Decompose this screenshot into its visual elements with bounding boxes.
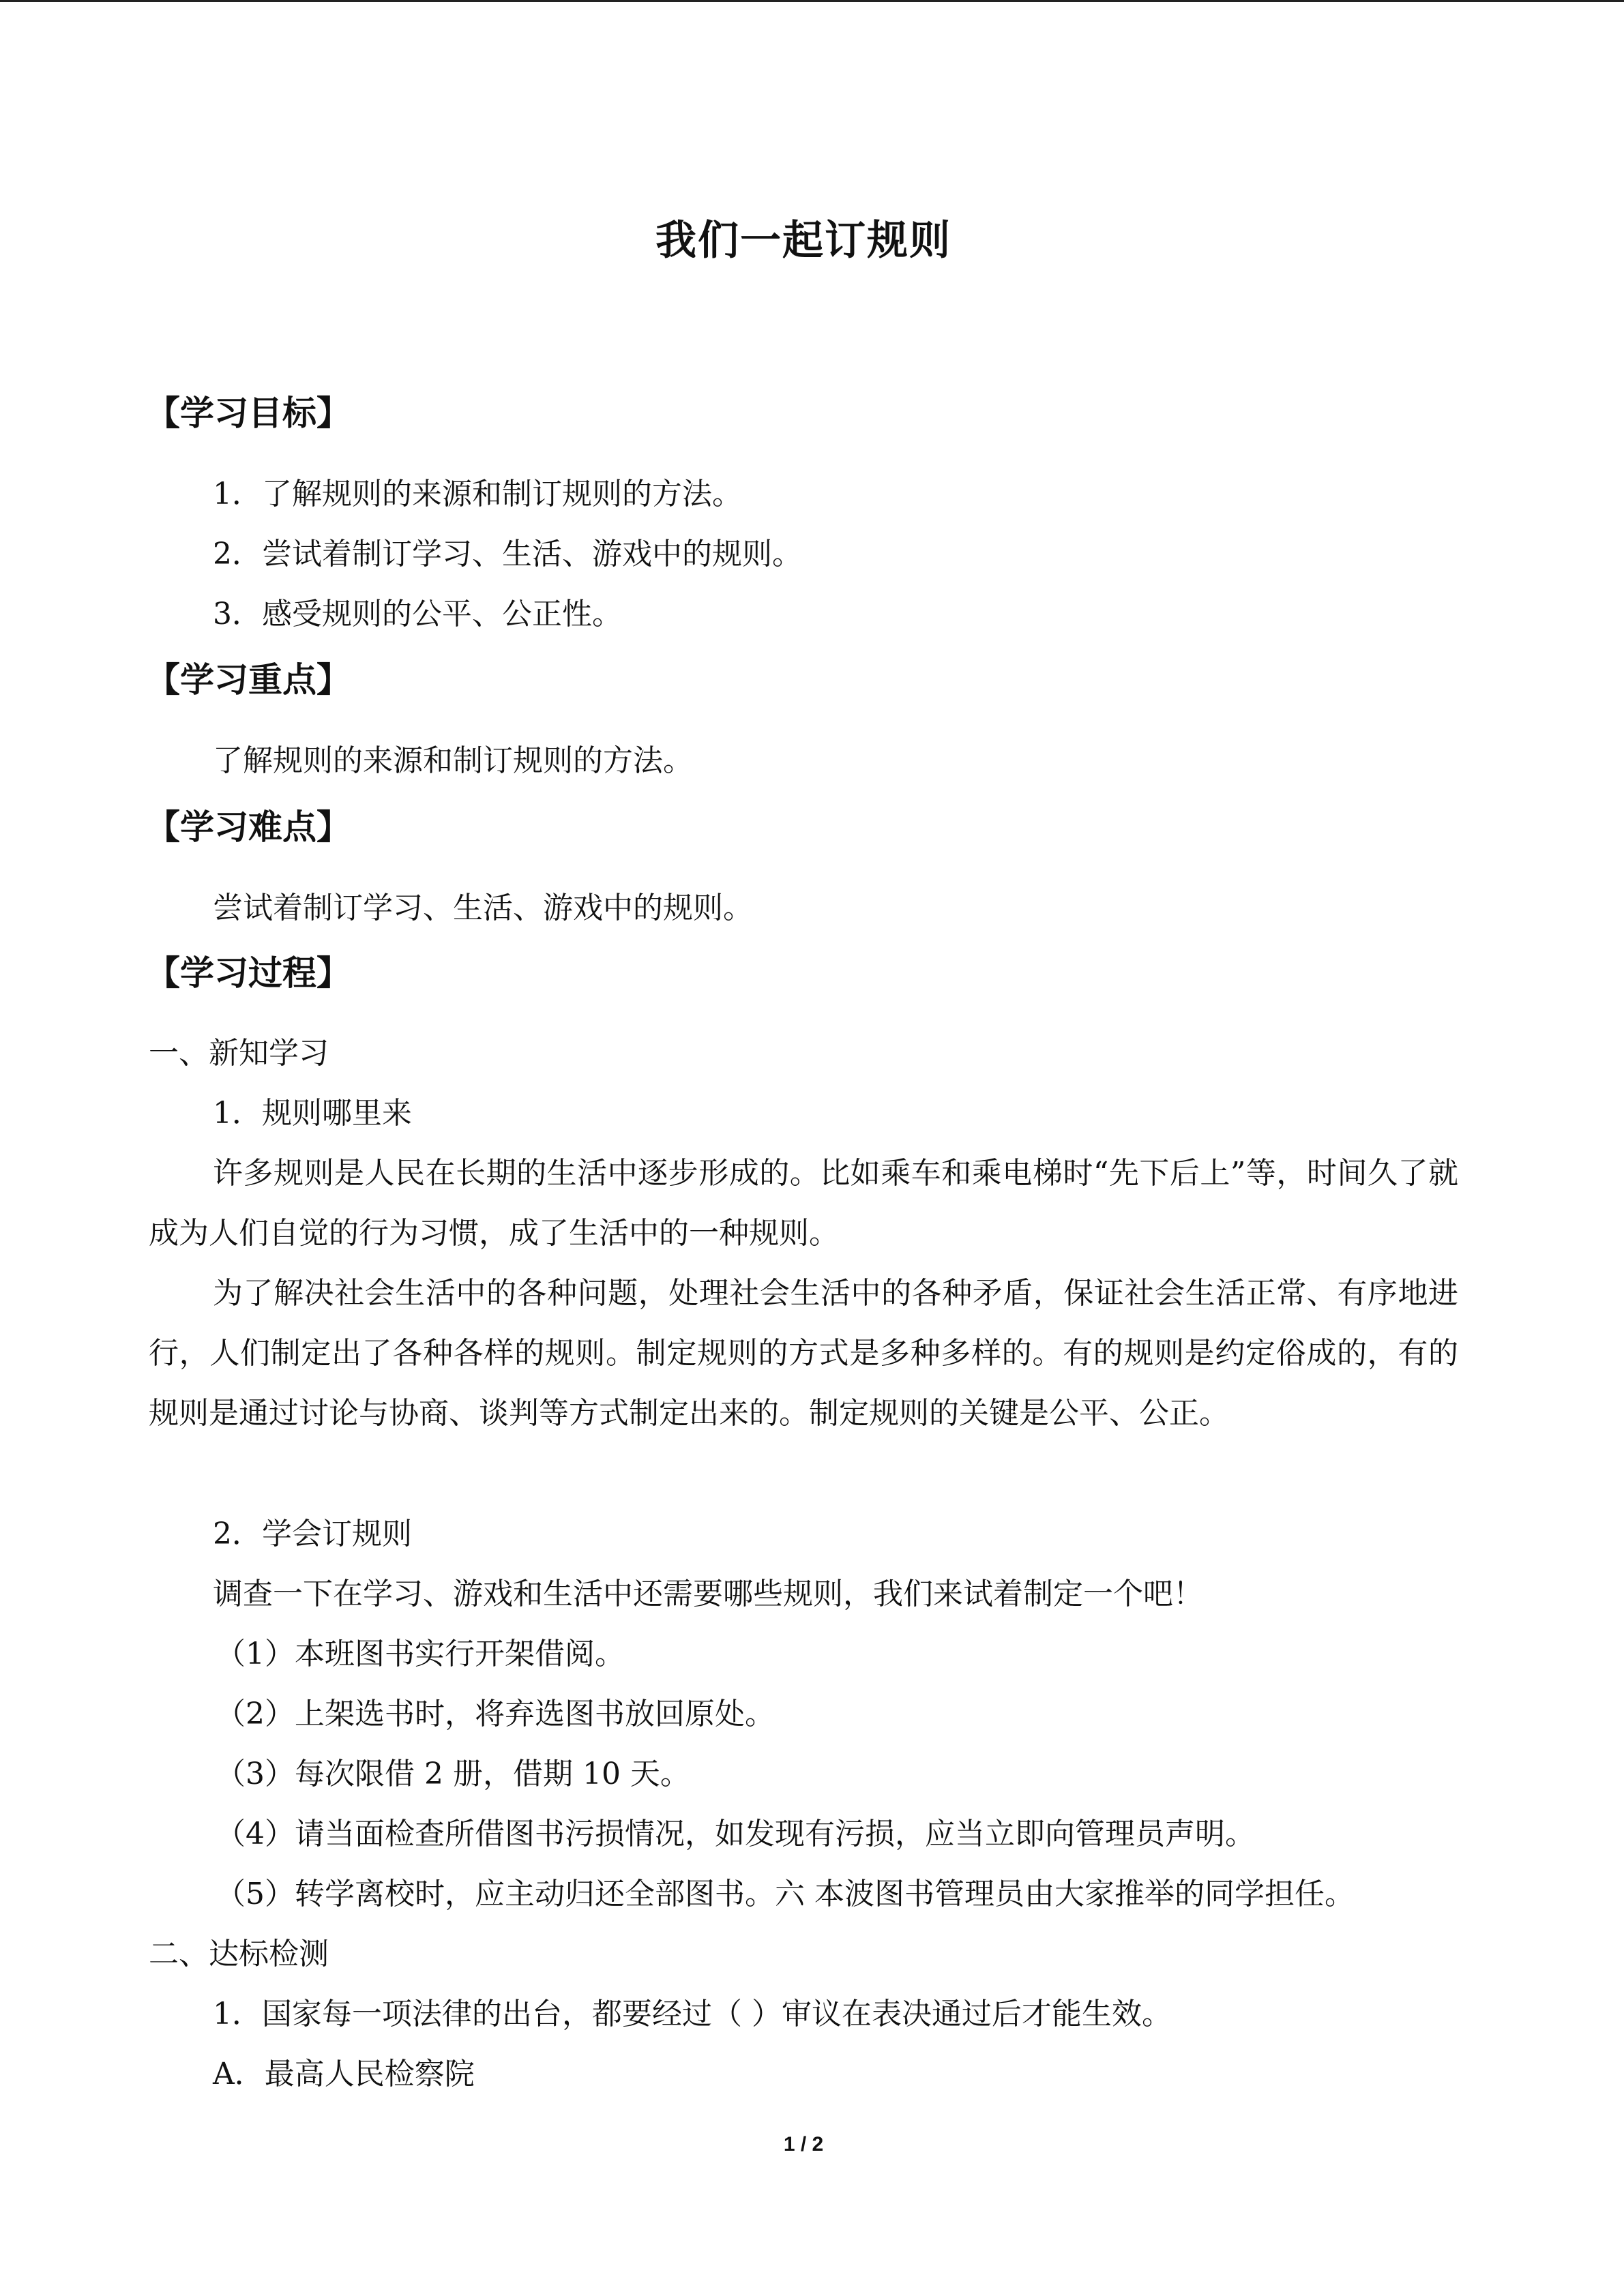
- difficulty-text: 尝试着制订学习、生活、游戏中的规则。: [213, 891, 753, 925]
- rule-item-2: （2）上架选书时，将弃选图书放回原处。: [216, 1697, 775, 1731]
- subsection-1-title: 1．规则哪里来: [213, 1096, 412, 1131]
- rule-item-4: （4）请当面检查所借图书污损情况，如发现有污损，应当立即向管理员声明。: [216, 1817, 1255, 1851]
- question-1-option-a: A．最高人民检察院: [213, 2057, 475, 2091]
- page-title: 我们一起订规则: [655, 217, 951, 265]
- rule-item-1: （1）本班图书实行开架借阅。: [216, 1637, 625, 1671]
- difficulty-heading: 【学习难点】: [146, 807, 351, 847]
- subsection-1-paragraph-2: 为了解决社会生活中的各种问题，处理社会生活中的各种矛盾，保证社会生活正常、有序地进行，人们制定出了各种各样的规则。制定规则的方式是多种多样的。有的规则是约定俗成的，有的规则是通过讨论与协商、谈判等方式制定出来的。制定规则的关键是公平、公正。: [149, 1276, 1458, 1431]
- subsection-2-title: 2．学会订规则: [213, 1517, 412, 1551]
- question-1: 1．国家每一项法律的出台，都要经过（ ）审议在表决通过后才能生效。: [213, 1997, 1172, 2031]
- goal-item-3: 3．感受规则的公平、公正性。: [213, 597, 622, 631]
- goal-item-2: 2．尝试着制订学习、生活、游戏中的规则。: [213, 537, 802, 571]
- key-points-heading: 【学习重点】: [146, 660, 351, 700]
- page-number: 1 / 2: [783, 2133, 824, 2156]
- key-points-text: 了解规则的来源和制订规则的方法。: [213, 743, 693, 778]
- process-heading: 【学习过程】: [146, 953, 351, 993]
- goal-item-1: 1．了解规则的来源和制订规则的方法。: [213, 477, 742, 511]
- section-1-title: 一、新知学习: [149, 1036, 329, 1071]
- goals-heading: 【学习目标】: [146, 393, 351, 433]
- rule-item-5: （5）转学离校时，应主动归还全部图书。六 本波图书管理员由大家推举的同学担任。: [216, 1877, 1355, 1911]
- subsection-2-intro: 调查一下在学习、游戏和生活中还需要哪些规则，我们来试着制定一个吧！: [213, 1577, 1203, 1611]
- subsection-1-paragraph-1: 许多规则是人民在长期的生活中逐步形成的。比如乘车和乘电梯时“先下后上”等，时间久了就成为人们自觉的行为习惯，成了生活中的一种规则。: [149, 1156, 1458, 1251]
- section-2-title: 二、达标检测: [149, 1937, 329, 1971]
- rule-item-3: （3）每次限借 2 册，借期 10 天。: [216, 1757, 690, 1791]
- top-border-rule: [0, 0, 1624, 2]
